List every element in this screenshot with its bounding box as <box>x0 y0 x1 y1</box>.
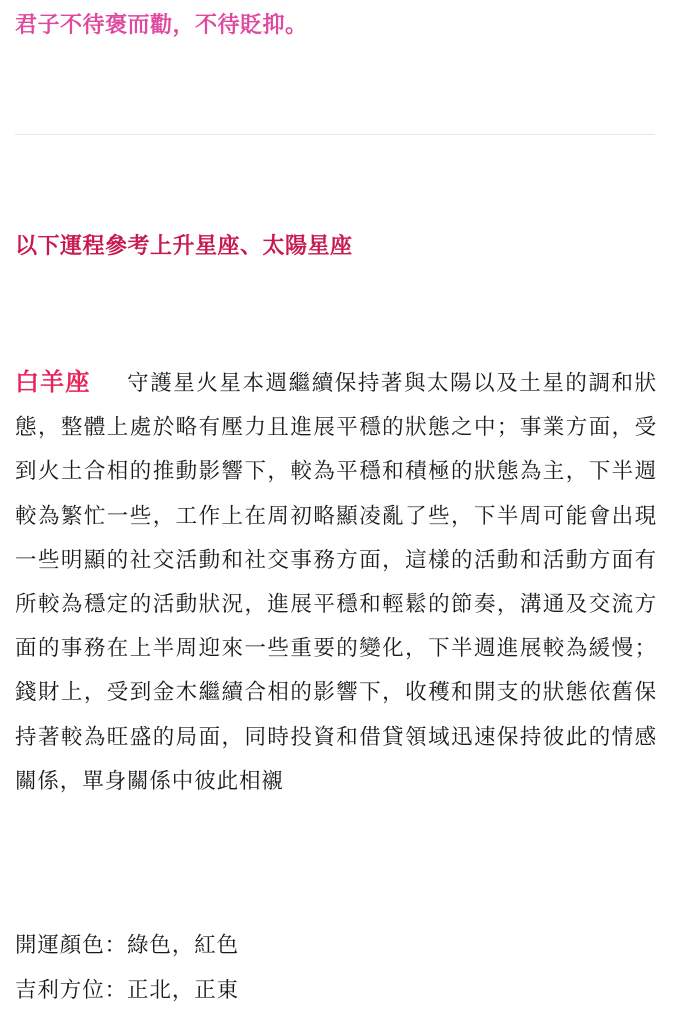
article-content <box>15 0 657 1024</box>
lucky-direction-value: 正北，正東 <box>127 978 240 1003</box>
section-divider <box>15 134 655 135</box>
zodiac-sign-name: 白羊座 <box>15 368 91 396</box>
horoscope-paragraph <box>15 360 657 804</box>
horoscope-body-text: 守護星火星本週繼續保持著與太陽以及土星的調和狀態，整體上處於略有壓力且進展平穩的狀態之中；事業方面，受到火土合相的推動影響下，較為平穩和積極的狀態為主，下半週較為繁忙一些，工作上在周初略顯凌亂了些，下半周可能會出現一些明顯的社交活動和社交事務方面，這樣的活動和活動方面有所較為穩定的活動狀況，進展平穩和輕鬆的節奏，溝通及交流方面的事務在上半周迎來一些重要的變化，下半週進展較為緩慢；錢財上，受到金木繼續合相的影響下，收穫和開支的狀態依舊保持著較為旺盛的局面，同時投資和借貸領域迅速保持彼此的情感關係，單身關係中彼此相襯 <box>15 371 658 794</box>
lucky-color-label: 開運顏色： <box>15 933 128 958</box>
lucky-direction-line <box>15 975 239 1007</box>
lucky-color-value: 綠色，紅色 <box>127 933 240 958</box>
lucky-color-line <box>15 930 239 962</box>
lucky-direction-label: 吉利方位： <box>15 978 128 1003</box>
section-heading: 以下運程參考上升星座、太陽星座 <box>15 234 353 259</box>
quote-text: 君子不待褒而勸，不待貶抑。 <box>15 13 308 38</box>
